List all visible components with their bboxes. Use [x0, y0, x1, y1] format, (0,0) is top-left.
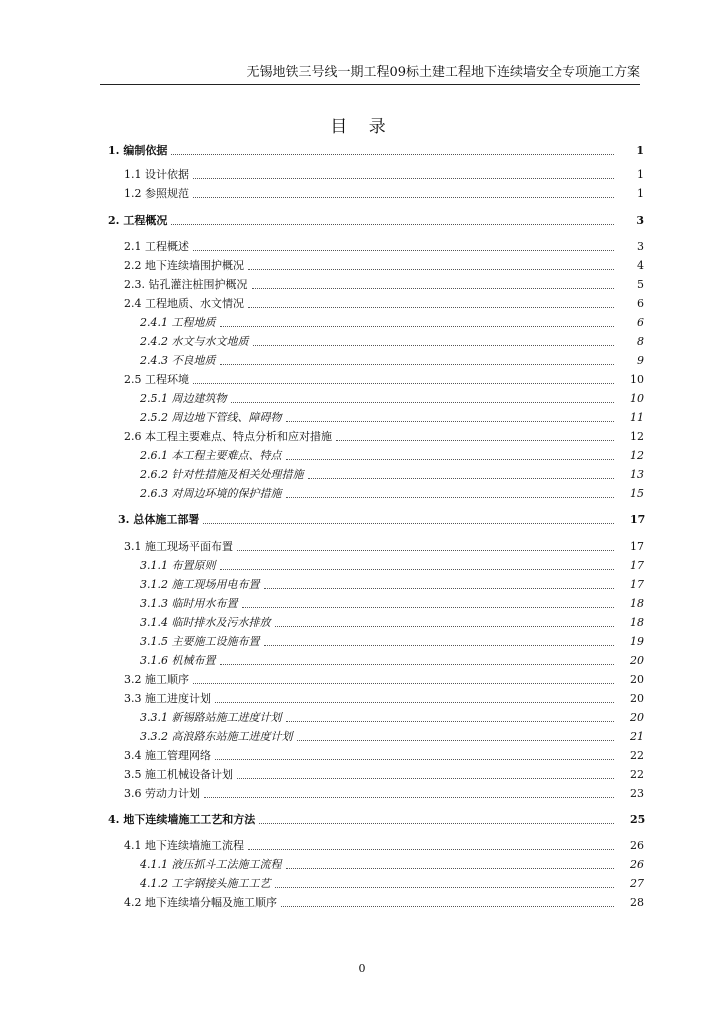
toc-entry-page: 8 [637, 334, 644, 348]
toc-entry[interactable] [140, 332, 644, 350]
toc-entry-label: 2.6.3 对周边环境的保护措施 [140, 487, 282, 500]
toc-entry-page: 12 [630, 429, 644, 443]
dot-leader [336, 440, 614, 441]
dot-leader [248, 307, 614, 308]
dot-leader [253, 345, 615, 346]
toc-entry-label: 2.5 工程环境 [124, 373, 189, 386]
toc-entry[interactable] [140, 632, 644, 650]
toc-entry-label: 3.3.2 高浪路东站施工进度计划 [140, 730, 293, 743]
toc-entry-label: 2.4 工程地质、水文情况 [124, 297, 244, 310]
toc-entry[interactable] [124, 275, 644, 293]
dot-leader [171, 224, 614, 225]
toc-entry[interactable] [124, 784, 644, 802]
dot-leader [204, 797, 614, 798]
dot-leader [308, 478, 615, 479]
toc-entry-label: 3.5 施工机械设备计划 [124, 768, 233, 781]
toc-entry-page: 18 [630, 615, 644, 629]
toc-entry-label: 3. 总体施工部署 [118, 513, 200, 526]
toc-entry-label: 3.1.2 施工现场用电布置 [140, 578, 260, 591]
toc-entry-label: 1.1 设计依据 [124, 168, 189, 181]
toc-entry[interactable] [124, 256, 644, 274]
toc-entry[interactable] [124, 765, 644, 783]
toc-entry-page: 19 [630, 634, 644, 648]
toc-entry-label: 2.6.1 本工程主要难点、特点 [140, 449, 282, 462]
dot-leader [220, 569, 615, 570]
toc-entry-label: 3.1.5 主要施工设施布置 [140, 635, 260, 648]
toc-entry-page: 3 [636, 213, 644, 227]
dot-leader [286, 421, 615, 422]
toc-entry-page: 10 [630, 372, 644, 386]
dot-leader [275, 626, 615, 627]
toc-entry-label: 4.2 地下连续墙分幅及施工顺序 [124, 896, 277, 909]
toc-entry[interactable] [124, 836, 644, 854]
dot-leader [171, 154, 614, 155]
toc-entry-label: 3.1 施工现场平面布置 [124, 540, 233, 553]
toc-entry[interactable] [140, 575, 644, 593]
toc-entry[interactable] [108, 810, 646, 828]
toc-entry[interactable] [124, 237, 644, 255]
toc-entry-label: 4.1.2 工字钢接头施工工艺 [140, 877, 271, 890]
toc-entry[interactable] [140, 727, 644, 745]
toc-entry-label: 3.2 施工顺序 [124, 673, 189, 686]
toc-entry-page: 20 [630, 710, 644, 724]
dot-leader [281, 906, 614, 907]
dot-leader [220, 364, 615, 365]
toc-entry[interactable] [124, 893, 644, 911]
dot-leader [203, 523, 614, 524]
dot-leader [286, 459, 615, 460]
toc-entry-page: 17 [630, 539, 644, 553]
page-number: 0 [358, 962, 366, 975]
dot-leader [220, 664, 615, 665]
toc-entry-label: 2.4.1 工程地质 [140, 316, 216, 329]
toc-entry-label: 3.1.1 布置原则 [140, 559, 216, 572]
dot-leader [286, 868, 615, 869]
toc-entry[interactable] [140, 855, 644, 873]
toc-entry-label: 3.1.6 机械布置 [140, 654, 216, 667]
dot-leader [215, 759, 614, 760]
page-header: 无锡地铁三号线一期工程09标土建工程地下连续墙安全专项施工方案 [100, 62, 640, 85]
toc-entry-page: 26 [630, 838, 644, 852]
dot-leader [286, 497, 615, 498]
toc-entry[interactable] [124, 746, 644, 764]
toc-entry-page: 1 [636, 143, 644, 157]
toc-entry[interactable] [140, 594, 644, 612]
toc-entry-page: 25 [630, 812, 646, 826]
toc-entry[interactable] [124, 537, 644, 555]
toc-entry[interactable] [124, 165, 644, 183]
toc-entry[interactable] [118, 510, 646, 528]
toc-entry-label: 4.1.1 液压抓斗工法施工流程 [140, 858, 282, 871]
toc-entry-label: 2.2 地下连续墙围护概况 [124, 259, 244, 272]
toc-entry-label: 2.5.1 周边建筑物 [140, 392, 227, 405]
toc-entry-page: 20 [630, 672, 644, 686]
toc-entry-page: 1 [637, 186, 644, 200]
dot-leader [286, 721, 615, 722]
toc-entry[interactable] [124, 294, 644, 312]
toc-entry-page: 17 [630, 558, 644, 572]
toc-entry-page: 20 [630, 653, 644, 667]
toc-entry[interactable] [140, 613, 644, 631]
dot-leader [237, 778, 614, 779]
dot-leader [297, 740, 615, 741]
dot-leader [220, 326, 615, 327]
toc-entry[interactable] [140, 389, 644, 407]
dot-leader [252, 288, 615, 289]
toc-entry-label: 3.6 劳动力计划 [124, 787, 200, 800]
toc-entry-page: 26 [630, 857, 644, 871]
toc-entry-page: 9 [637, 353, 644, 367]
toc-entry[interactable] [140, 408, 644, 426]
toc-entry-label: 2.1 工程概述 [124, 240, 189, 253]
toc-entry-page: 27 [630, 876, 644, 890]
toc-entry[interactable] [108, 211, 644, 229]
toc-entry-page: 22 [630, 748, 644, 762]
toc-entry-label: 1. 编制依据 [108, 144, 168, 157]
toc-entry-label: 4. 地下连续墙施工工艺和方法 [108, 813, 256, 826]
toc-entry[interactable] [124, 370, 644, 388]
toc-entry-page: 15 [630, 486, 644, 500]
toc-entry-page: 18 [630, 596, 644, 610]
toc-entry[interactable] [140, 651, 644, 669]
dot-leader [193, 197, 614, 198]
toc-entry-label: 3.3 施工进度计划 [124, 692, 211, 705]
toc-entry-page: 6 [637, 296, 644, 310]
toc-entry[interactable] [124, 427, 644, 445]
toc-entry-page: 28 [630, 895, 644, 909]
dot-leader [193, 250, 614, 251]
dot-leader [242, 607, 615, 608]
toc-entry-page: 21 [630, 729, 644, 743]
toc-entry[interactable] [124, 184, 644, 202]
toc-entry[interactable] [140, 465, 644, 483]
dot-leader [193, 383, 614, 384]
toc-entry-label: 3.1.4 临时排水及污水排放 [140, 616, 271, 629]
toc-entry-page: 5 [637, 277, 644, 291]
dot-leader [215, 702, 614, 703]
toc-entry[interactable] [108, 141, 644, 159]
dot-leader [248, 269, 614, 270]
toc-entry[interactable] [140, 351, 644, 369]
toc-entry-page: 3 [637, 239, 644, 253]
toc-entry[interactable] [124, 670, 644, 688]
toc-entry-label: 2.6 本工程主要难点、特点分析和应对措施 [124, 430, 332, 443]
toc-entry[interactable] [140, 313, 644, 331]
dot-leader [275, 887, 615, 888]
toc-entry-page: 22 [630, 767, 644, 781]
toc-entry-label: 2.5.2 周边地下管线、障碍物 [140, 411, 282, 424]
toc-entry-page: 23 [630, 786, 644, 800]
toc-entry-page: 4 [637, 258, 644, 272]
toc-entry-label: 4.1 地下连续墙施工流程 [124, 839, 244, 852]
toc-entry-page: 13 [630, 467, 644, 481]
toc-title: 目 录 [330, 117, 394, 137]
toc-entry-page: 1 [637, 167, 644, 181]
toc-entry-label: 3.4 施工管理网络 [124, 749, 211, 762]
toc-entry[interactable] [140, 484, 644, 502]
toc-entry-label: 1.2 参照规范 [124, 187, 189, 200]
dot-leader [264, 645, 615, 646]
toc-entry[interactable] [140, 446, 644, 464]
toc-entry-page: 20 [630, 691, 644, 705]
toc-entry-label: 2.3. 钻孔灌注桩围护概况 [124, 278, 248, 291]
toc-entry-page: 11 [630, 410, 644, 424]
toc-entry-page: 6 [637, 315, 644, 329]
toc-entry[interactable] [140, 556, 644, 574]
dot-leader [193, 683, 614, 684]
toc-entry-label: 2.6.2 针对性措施及相关处理措施 [140, 468, 304, 481]
toc-entry[interactable] [140, 874, 644, 892]
toc-entry-page: 17 [630, 512, 646, 526]
dot-leader [237, 550, 614, 551]
toc-entry-label: 3.1.3 临时用水布置 [140, 597, 238, 610]
toc-entry-page: 10 [630, 391, 644, 405]
toc-entry-label: 3.3.1 新锡路站施工进度计划 [140, 711, 282, 724]
toc-entry[interactable] [124, 689, 644, 707]
toc-entry[interactable] [140, 708, 644, 726]
dot-leader [231, 402, 615, 403]
toc-entry-page: 12 [630, 448, 644, 462]
dot-leader [193, 178, 614, 179]
dot-leader [248, 849, 614, 850]
dot-leader [259, 823, 614, 824]
toc-entry-page: 17 [630, 577, 644, 591]
toc-entry-label: 2.4.2 水文与水文地质 [140, 335, 249, 348]
toc-entry-label: 2.4.3 不良地质 [140, 354, 216, 367]
toc-entry-label: 2. 工程概况 [108, 214, 168, 227]
dot-leader [264, 588, 615, 589]
